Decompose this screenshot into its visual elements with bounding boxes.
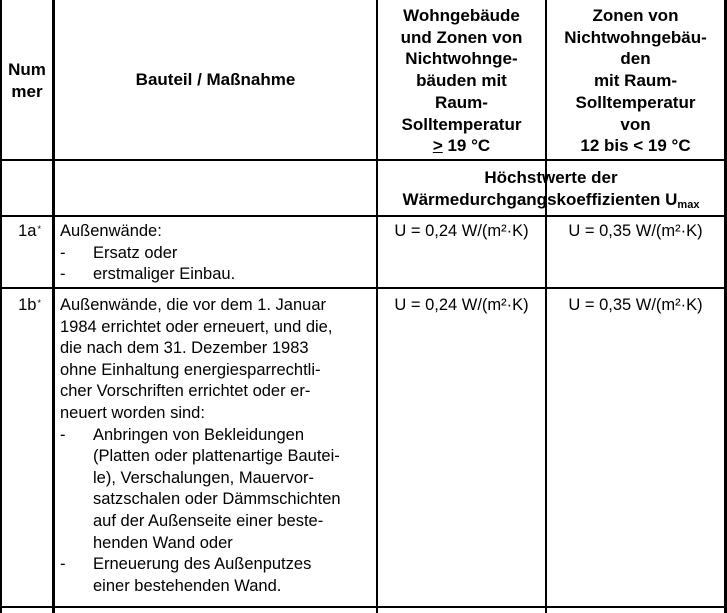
list-item-line: einer bestehenden Wand. [93, 576, 282, 595]
temperature-value: 19 °C [442, 136, 491, 156]
list-item [60, 264, 374, 286]
header-line: und Zonen von [400, 27, 523, 47]
list-item-text: erstmaliger Einbau. [93, 265, 236, 284]
measure-text-line: Außenwände, die vor dem 1. Januar [60, 296, 326, 314]
header-line: bäuden mit [416, 71, 507, 91]
umax-label: Wärmedurchgangskoeffizienten U [402, 189, 678, 209]
list-dash: - [60, 265, 66, 284]
list-item [60, 243, 374, 265]
row-number-text: 1a [18, 222, 37, 240]
u-value-nonresidential: U = 0,35 W/(m²·K) [568, 296, 703, 314]
measure-title: Außenwände: [60, 222, 162, 240]
list-item-line: le), Verschalungen, Mauervor- [93, 468, 315, 487]
list-item-line: henden Wand oder [93, 533, 233, 552]
list-dash: - [60, 243, 66, 262]
header-number-line: Num [8, 60, 46, 79]
umax-subscript: max [677, 198, 700, 211]
header-line: Nichtwohnge- [405, 49, 518, 69]
measure-text-line: ohne Einhaltung energiesparrechtli- [60, 360, 321, 379]
u-value-residential: U = 0,24 W/(m²·K) [394, 296, 529, 314]
row-divider [0, 606, 727, 608]
header-line: Solltemperatur [575, 92, 696, 112]
header-temperature [378, 135, 545, 157]
u-value-nonresidential: U = 0,35 W/(m²·K) [568, 222, 703, 240]
header-line: 12 bis < 19 °C [580, 136, 691, 156]
list-dash: - [60, 425, 66, 444]
row-measure [60, 221, 374, 286]
row-divider [0, 159, 727, 161]
header-line: den [620, 49, 651, 69]
header-line: Solltemperatur [401, 114, 522, 134]
header-number [2, 59, 52, 102]
measure-text-line: neuert worden sind: [60, 403, 205, 422]
footnote-mark: * [37, 224, 41, 234]
row-number [2, 221, 41, 243]
footnote-mark: * [37, 298, 41, 308]
measure-text-line: cher Vorschriften errichtet oder er- [60, 382, 311, 401]
header-line: Wohngebäude [403, 6, 520, 25]
row-measure [60, 295, 376, 597]
umax-header-line: Höchstwerte der [484, 168, 618, 187]
list-item-line: Anbringen von Bekleidungen [93, 425, 304, 444]
column-divider [52, 0, 55, 613]
header-number-line: mer [11, 81, 43, 101]
umax-header [378, 167, 724, 216]
list-dash: - [60, 555, 66, 574]
row-number [2, 295, 41, 317]
list-item [60, 425, 376, 555]
measure-text-line: die nach dem 31. Dezember 1983 [60, 339, 309, 358]
header-residential [378, 5, 545, 157]
header-line: Nichtwohngebäu- [564, 27, 707, 47]
umax-header-line [378, 189, 724, 217]
row-number-text: 1b [18, 296, 37, 314]
list-item-line: Erneuerung des Außenputzes [93, 555, 312, 574]
header-line: Zonen von [592, 6, 679, 25]
list-item [60, 554, 376, 597]
row-divider [0, 287, 727, 289]
u-value-residential: U = 0,24 W/(m²·K) [394, 222, 529, 240]
list-item-line: satzschalen oder Dämmschichten [93, 490, 341, 509]
header-line: Raum- [435, 92, 488, 112]
header-line: mit Raum- [593, 71, 678, 91]
header-measure: Bauteil / Maßnahme [135, 70, 296, 89]
header-nonresidential [547, 5, 724, 157]
list-item-line: (Platten oder plattenartige Bautei- [93, 447, 340, 466]
list-item-text: Ersatz oder [93, 243, 178, 262]
greater-equal-symbol: > [432, 136, 443, 156]
header-line: von [620, 114, 651, 134]
measure-text-line: 1984 errichtet oder erneuert, und die, [60, 317, 333, 336]
list-item-line: auf der Außenseite einer beste- [93, 511, 324, 530]
